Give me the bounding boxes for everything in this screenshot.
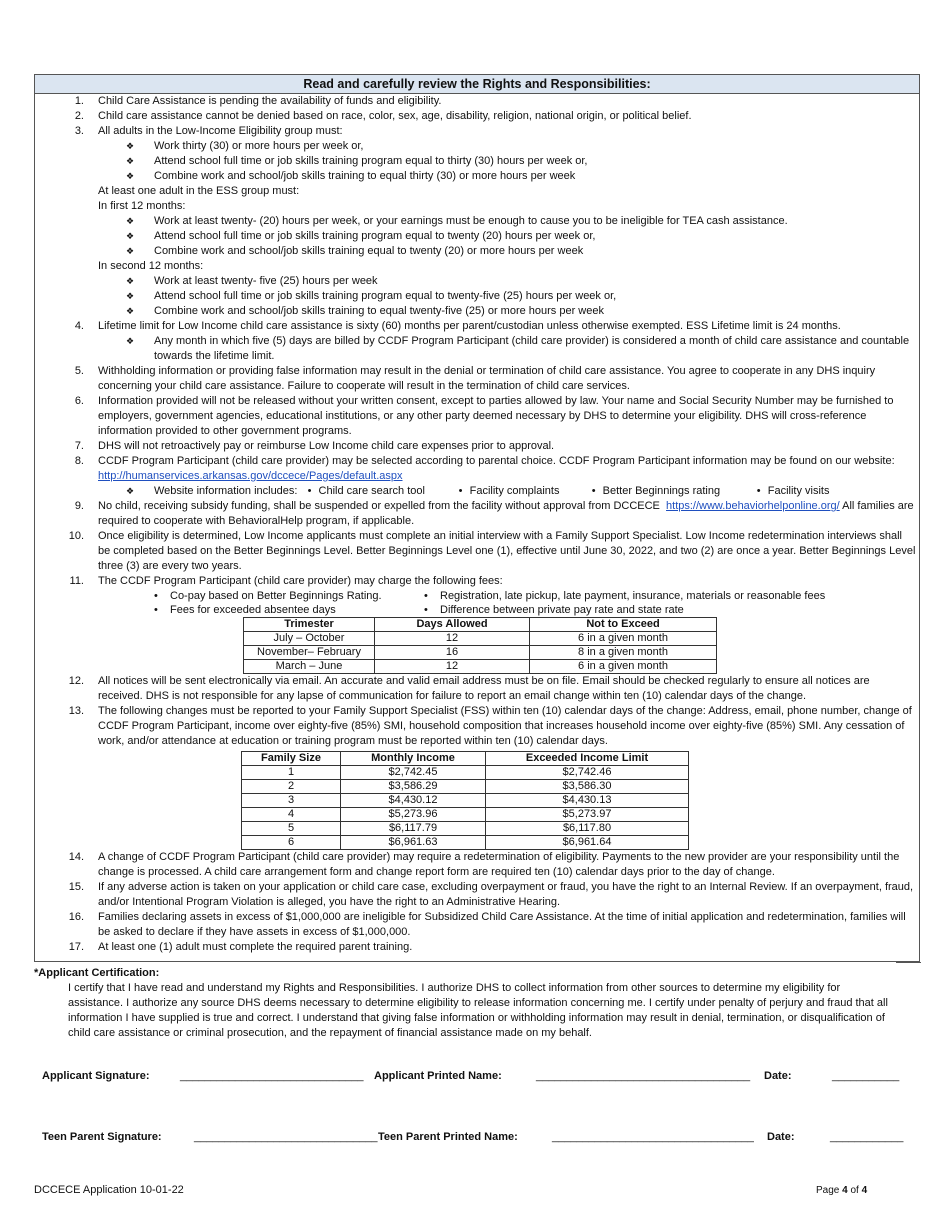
item-number: 15. [68,881,84,893]
item-number: 1. [74,95,84,107]
item-text: All adults in the Low-Income Eligibility group must: [98,125,343,137]
diamond-bullet-icon: ❖ [126,156,135,166]
list-item [36,940,916,955]
item-text: Lifetime limit for Low Income child care assistance is sixty (60) months per parent/custodian unless otherwise exempted. ESS Lifetime limit is 24 months. [98,320,841,332]
table-header-row [242,752,689,766]
item-text: All notices will be sent electronically via email. An accurate and valid email address must be on file. Email should be checked regularly to ensure all notices are received. DHS is not responsible for any lapse of communication for failure to report an email change within ten (10) calendar days of the change. [98,675,870,702]
bullet: ❖ Work thirty (30) or more hours per week or, [126,140,364,152]
list-item [36,850,916,880]
bullet: ❖ Combine work and school/job skills training to equal twenty-five (25) or more hours per week [126,305,604,317]
item-number: 13. [68,705,84,717]
website-feature: Facility complaints [469,485,560,497]
item-number: 3. [74,125,84,137]
teen-date-field[interactable]: ____________ [830,1131,904,1143]
fee-item: • Co-pay based on Better Beginnings Rating. [154,590,382,602]
list-item [36,109,916,124]
applicant-name-label: Applicant Printed Name: [374,1070,502,1082]
dccece-website-link[interactable]: http://humanservices.arkansas.gov/dccece/Pages/default.aspx [98,470,403,482]
list-item [36,704,916,749]
list-item [36,94,916,109]
item-number: 6. [74,395,84,407]
item-number: 12. [68,675,84,687]
fee-item: • Registration, late pickup, late payment, insurance, materials or reasonable fees [424,590,826,602]
certification-heading: *Applicant Certification: [34,967,160,979]
rights-list [36,94,916,955]
fee-item: • Difference between private pay rate and state rate [424,604,684,616]
first-months-heading: In first 12 months: [98,200,186,212]
diamond-bullet-icon: ❖ [126,246,135,256]
item-number: 11. [69,575,84,587]
item-text: No child, receiving subsidy funding, shall be suspended or expelled from the facility without approval from DCCECE [98,500,660,512]
item-text: Families declaring assets in excess of $1,000,000 are ineligible for Subsidized Child Care Assistance. At the time of initial application and redetermination, families will be asked to declare if they have assets in excess of $1,000,000. [98,911,906,938]
teen-name-field[interactable]: _________________________________ [552,1131,754,1143]
item-number: 7. [74,440,84,452]
list-item [36,364,916,394]
item-number: 5. [74,365,84,377]
frame-tick [896,962,921,963]
diamond-bullet-icon: ❖ [126,231,135,241]
website-feature: Facility visits [767,485,830,497]
bullet: ❖ Work at least twenty- five (25) hours per week [126,275,378,287]
fees-list [36,589,916,617]
website-info-bullet: ❖ Website information includes: • Child care search tool • Facility complaints • Better Beginnings rating • Facility visits [126,485,830,497]
list-item [36,319,916,334]
website-feature: Better Beginnings rating [602,485,721,497]
teen-signature-label: Teen Parent Signature: [42,1131,162,1143]
table-header: Monthly Income [341,752,486,766]
diamond-bullet-icon: ❖ [126,276,135,286]
applicant-name-field[interactable]: ___________________________________ [536,1070,751,1082]
bullet: ❖ Work at least twenty- (20) hours per week, or your earnings must be enough to cause you to be ineligible for TEA cash assistance. [126,215,788,227]
table-header: Days Allowed [375,618,530,632]
date-label: Date: [764,1070,792,1082]
table-header-row [244,618,717,632]
absentee-days-table [243,617,717,674]
item-number: 2. [74,110,84,122]
second-months-heading: In second 12 months: [98,260,204,272]
item-number: 10. [68,530,84,542]
item-text: Withholding information or providing false information may result in the denial or termination of child care assistance. You agree to cooperate in any DHS inquiry concerning your child care assistance. Failure to cooperate will result in the termination of child care services. [98,365,876,392]
table-row: March – June 12 6 in a given month [244,660,717,674]
applicant-date-field[interactable]: ___________ [832,1070,900,1082]
teen-name-label: Teen Parent Printed Name: [378,1131,518,1143]
list-item [36,574,916,589]
item-number: 17. [68,941,84,953]
list-item [36,529,916,574]
fee-item: • Fees for exceeded absentee days [154,604,336,616]
table-row: 5 $6,117.79 $6,117.80 [242,822,689,836]
item-text: The CCDF Program Participant (child care provider) may charge the following fees: [98,575,503,587]
item-text: Child Care Assistance is pending the availability of funds and eligibility. [98,95,442,107]
table-header: Exceeded Income Limit [486,752,689,766]
bullet: ❖ Attend school full time or job skills training program equal to twenty (20) hours per week or, [126,230,596,242]
list-item [36,880,916,910]
applicant-signature-label: Applicant Signature: [42,1070,150,1082]
diamond-bullet-icon: ❖ [126,306,135,316]
applicant-certification [34,966,894,1041]
list-item [36,394,916,439]
table-row: 1 $2,742.45 $2,742.46 [242,766,689,780]
item-number: 9. [74,500,84,512]
diamond-bullet-icon: ❖ [126,486,135,496]
item-number: 16. [68,911,84,923]
table-row: 6 $6,961.63 $6,961.64 [242,836,689,850]
item-text: If any adverse action is taken on your application or child care case, excluding overpayment or fraud, you have the right to an Internal Review. If an overpayment, fraud, and/or Intentional Program Violation is alleged, you have the right to an Administrative Hearing. [98,881,914,908]
form-id: DCCECE Application 10-01-22 [34,1184,184,1196]
item-number: 4. [74,320,84,332]
page-number: Page 4 of 4 [816,1185,868,1196]
table-header: Family Size [242,752,341,766]
item-text: Once eligibility is determined, Low Income applicants must complete an initial interview with a Family Support Specialist. Low Income redetermination interviews shall be completed based on the Better Beginnings Level. Better Beginnings Level one (1), effective until June 30, 2022, and two (2) are once a year. Better Beginnings Level three (3) are every two years. [98,530,916,572]
table-row: November– February 16 8 in a given month [244,646,717,660]
item-text: DHS will not retroactively pay or reimburse Low Income child care expenses prior to approval. [98,440,555,452]
list-item [36,499,916,529]
bullet: ❖ Any month in which five (5) days are billed by CCDF Program Participant (child care provider) is considered a month of child care assistance and countable towards the lifetime limit. [126,335,910,362]
teen-signature-field[interactable]: ______________________________ [194,1131,378,1143]
diamond-bullet-icon: ❖ [126,141,135,151]
table-row: July – October 12 6 in a given month [244,632,717,646]
list-item [36,124,916,139]
diamond-bullet-icon: ❖ [126,291,135,301]
item-text: A change of CCDF Program Participant (child care provider) may require a redetermination of eligibility. Payments to the new provider are your responsibility until the change is processed. A child care arrangement form and change report form are required ten (10) calendar days prior to the day of change. [98,851,900,878]
item-text: At least one (1) adult must complete the required parent training. [98,941,413,953]
item-text: The following changes must be reported to your Family Support Specialist (FSS) within ten (10) calendar days of the change: Address, email, phone number, change of CCDF Program Participant, income over eighty-five (85%) SMI, household composition that increases household income over eighty-five (85%) SMI. Any cessation of work, and/or attendance at education or training program must be reported within ten (10) calendar days. [98,705,912,747]
certification-text: I certify that I have read and understand my Rights and Responsibilities. I authorize DHS to collect information from other sources to determine my eligibility for assistance. I authorize any source DHS deems necessary to determine eligibility to release information concerning me. I certify under penalty of perjury and fraud that all information I have supplied is true and correct. I understand that giving false information or withholding information may result in denial, termination, or disqualification of child care assistance or criminal prosecution, and the repayment of financial assistance made on my behalf. [68,982,888,1039]
diamond-bullet-icon: ❖ [126,336,135,346]
diamond-bullet-icon: ❖ [126,171,135,181]
section-title: Read and carefully review the Rights and Responsibilities: [35,75,919,94]
list-item [36,674,916,704]
bullet: ❖ Combine work and school/job skills training equal to twenty (20) or more hours per week [126,245,584,257]
item-text: Child care assistance cannot be denied based on race, color, sex, age, disability, religion, national origin, or political belief. [98,110,692,122]
bullet: ❖ Combine work and school/job skills training to equal thirty (30) or more hours per week [126,170,576,182]
item-text: Information provided will not be released without your written consent, except to parties allowed by law. Your name and Social Security Number may be furnished to employers, government agencies, educational institutions, or any other party deemed necessary by DHS to determine your eligibility. DHS will cross-reference information provided to other government programs. [98,395,894,437]
table-row: 4 $5,273.96 $5,273.97 [242,808,689,822]
table-row: 3 $4,430.12 $4,430.13 [242,794,689,808]
list-item [36,454,916,484]
behavior-help-link[interactable]: https://www.behaviorhelponline.org/ [666,500,840,512]
list-item [36,439,916,454]
diamond-bullet-icon: ❖ [126,216,135,226]
table-header: Not to Exceed [530,618,717,632]
item-text-after: All families are required to cooperate with BehavioralHelp program, if applicable. [98,500,914,527]
applicant-signature-field[interactable]: ______________________________ [180,1070,364,1082]
item-number: 8. [74,455,84,467]
item-number: 14. [68,851,84,863]
item-text: CCDF Program Participant (child care provider) may be selected according to parental choice. CCDF Program Participant information may be found on our website: [98,455,895,467]
website-feature: Child care search tool [318,485,425,497]
ess-heading: At least one adult in the ESS group must: [98,185,300,197]
bullet: ❖ Attend school full time or job skills training program equal to thirty (30) hours per week or, [126,155,588,167]
income-limit-table [241,751,689,850]
bullet: ❖ Attend school full time or job skills training program equal to twenty-five (25) hours per week or, [126,290,617,302]
table-header: Trimester [244,618,375,632]
table-row: 2 $3,586.29 $3,586.30 [242,780,689,794]
date-label: Date: [767,1131,795,1143]
list-item [36,910,916,940]
